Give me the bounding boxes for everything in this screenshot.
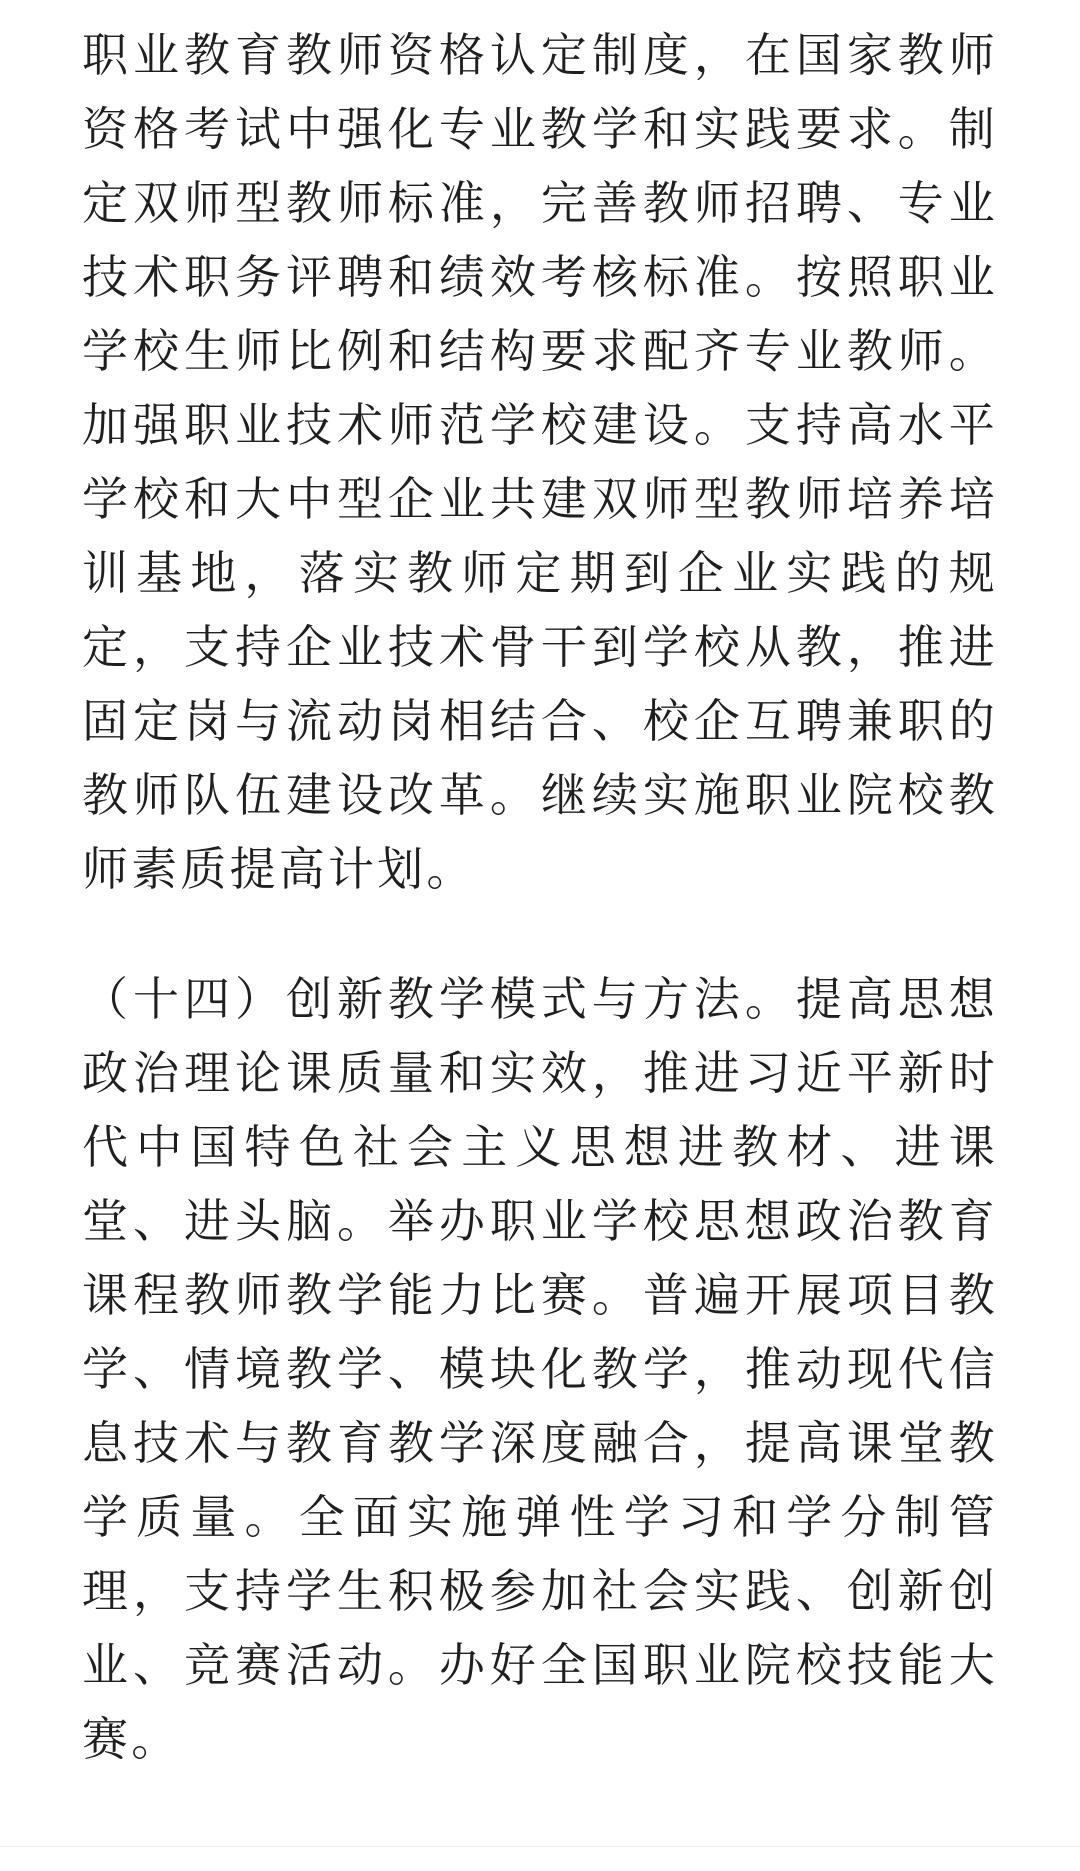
article-paragraph-1: 职业教育教师资格认定制度，在国家教师资格考试中强化专业教学和实践要求。制定双师型教师标准，完善教师招聘、专业技术职务评聘和绩效考核标准。按照职业学校生师比例和结构要求配齐专业教师。加强职业技术师范学校建设。支持高水平学校和大中型企业共建双师型教师培养培训基地，落实教师定期到企业实践的规定，支持企业技术骨干到学校从教，推进固定岗与流动岗相结合、校企互聘兼职的教师队伍建设改革。继续实施职业院校教师素质提高计划。 <box>82 28 998 896</box>
bottom-divider <box>0 1846 1080 1847</box>
article-paragraph-2: （十四）创新教学模式与方法。提高思想政治理论课质量和实效，推进习近平新时代中国特色社会主义思想进教材、进课堂、进头脑。举办职业学校思想政治教育课程教师教学能力比赛。普遍开展项目教学、情境教学、模块化教学，推动现代信息技术与教育教学深度融合，提高课堂教学质量。全面实施弹性学习和学分制管理，支持学生积极参加社会实践、创新创业、竞赛活动。办好全国职业院校技能大赛。 <box>82 972 998 1766</box>
